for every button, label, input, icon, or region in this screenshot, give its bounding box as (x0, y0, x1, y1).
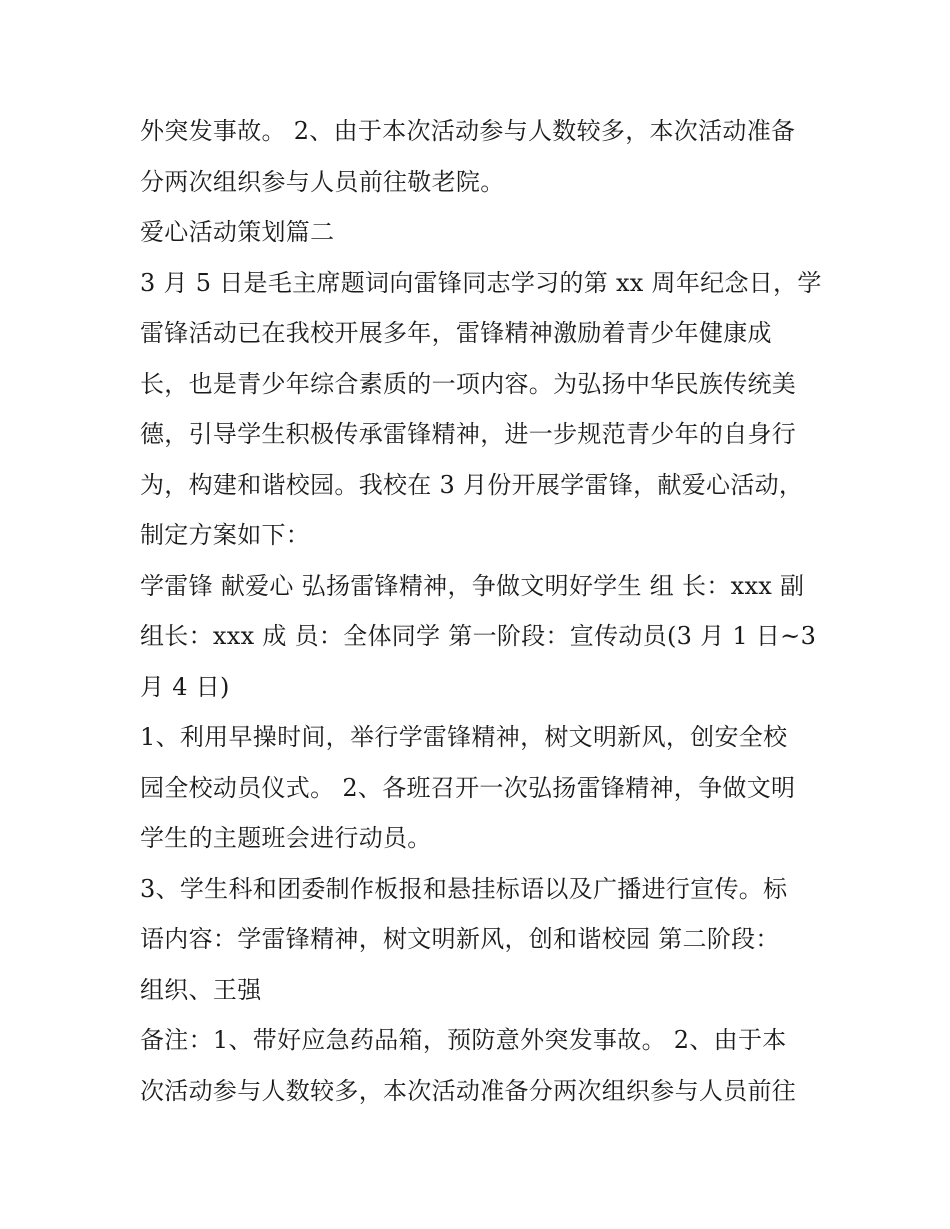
text-line: 长，也是青少年综合素质的一项内容。为弘扬中华民族传统美 (140, 369, 797, 398)
text-line: 语内容：学雷锋精神，树文明新风，创和谐校园 第二阶段： (140, 925, 780, 953)
text-line: 3 月 5 日是毛主席题词向雷锋同志学习的第 xx 周年纪念日，学 (140, 268, 822, 297)
text-line: 次活动参与人数较多，本次活动准备分两次组织参与人员前往 (140, 1076, 797, 1105)
section-heading: 爱心活动策划篇二 (140, 218, 335, 246)
text-line: 为，构建和谐校园。我校在 3 月份开展学雷锋，献爱心活动， (140, 470, 804, 499)
text-line: 外突发事故。 2、由于本次活动参与人数较多，本次活动准备 (140, 117, 796, 145)
text-line: 3、学生科和团委制作板报和悬挂标语以及广播进行宣传。标 (140, 874, 788, 903)
text-line: 学雷锋 献爱心 弘扬雷锋精神，争做文明好学生 组 长：xxx 副 (140, 571, 805, 600)
text-line: 学生的主题班会进行动员。 (140, 824, 432, 852)
text-line: 组织、王强 (140, 975, 262, 1004)
text-line: 园全校动员仪式。 2、各班召开一次弘扬雷锋精神，争做文明 (140, 773, 796, 802)
document-body (140, 106, 820, 1116)
text-line: 雷锋活动已在我校开展多年，雷锋精神激励着青少年健康成 (140, 319, 772, 347)
text-line: 分两次组织参与人员前往敬老院。 (140, 167, 505, 196)
text-line: 制定方案如下： (140, 521, 311, 549)
text-line: 组长：xxx 成 员：全体同学 第一阶段：宣传动员(3 月 1 日~3 (140, 622, 817, 650)
text-line: 月 4 日) (140, 672, 230, 701)
text-line: 1、利用早操时间，举行学雷锋精神，树文明新风，创安全校 (140, 723, 788, 751)
text-line: 备注：1、带好应急药品箱，预防意外突发事故。 2、由于本 (140, 1026, 787, 1054)
text-line: 德，引导学生积极传承雷锋精神，进一步规范青少年的自身行 (140, 420, 797, 448)
